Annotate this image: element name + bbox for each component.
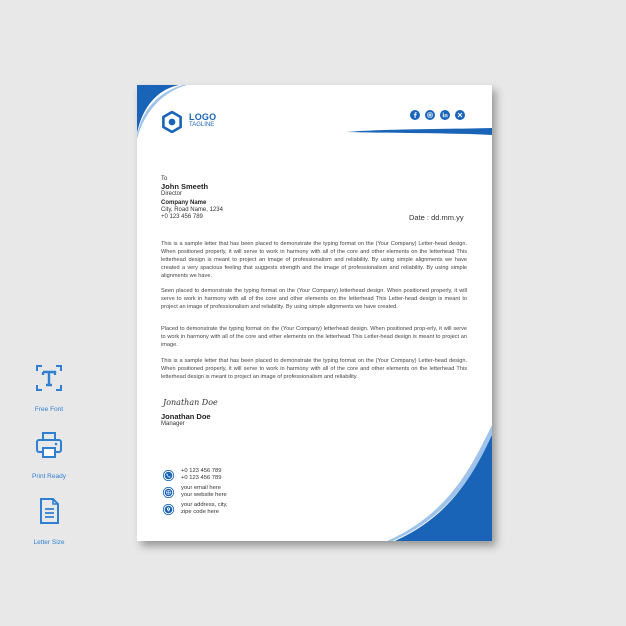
phone-icon	[163, 470, 174, 481]
contact-address: your address, city,	[181, 502, 228, 508]
location-pin-icon	[163, 504, 174, 515]
instagram-icon[interactable]	[425, 110, 435, 120]
feature-free-font	[20, 363, 78, 413]
facebook-icon[interactable]	[410, 110, 420, 120]
feature-label: Letter Size	[33, 539, 65, 546]
signatory-title: Manager	[161, 421, 185, 427]
contact-email[interactable]: your email here	[181, 485, 221, 491]
body-paragraph: Seen placed to demonstrate the typing format on the (Your Company) letterhead design. When positioned properly, it will serve to work in harmony with all of the core and other elements on the letterhead This Letter-head design is meant to project an image of professionalism and reliability. By using simple alignments we have created.	[161, 288, 467, 311]
recipient-phone: +0 123 456 789	[161, 214, 203, 220]
document-icon	[34, 496, 64, 526]
body-paragraph: Placed to demonstrate the typing format on the (Your Company) letterhead design. When positioned prop-erly, it will serve to work in harmony with all of the core and ether elements on the letterhead This Letter-head design is meant to project an image.	[161, 326, 467, 349]
signatory-name: Jonathan Doe	[161, 412, 211, 421]
letter-date: Date : dd.mm.yy	[409, 213, 464, 222]
feature-letter-size	[20, 496, 78, 546]
feature-label: Free Font	[34, 406, 64, 413]
recipient-address: City, Road Name, 1234	[161, 207, 223, 213]
logo-tagline: TAGLINE	[189, 122, 215, 128]
recipient-to: To	[161, 176, 168, 182]
signature-script: Jonathan Doe	[163, 398, 218, 407]
body-paragraph: This is a sample letter that has been placed to demonstrate the typing format on the (Your Company) Letter-head design. When positioned properly, it will serve to work in harmony with all of the core and other elements on the letterhead This letterhead design is meant to project an image of professionalism and reliability.	[161, 358, 467, 381]
twitter-icon[interactable]	[455, 110, 465, 120]
recipient-title: Director	[161, 191, 183, 197]
letterhead-page	[137, 85, 492, 541]
contact-phone: +0 123 456 789	[181, 475, 222, 481]
linkedin-icon[interactable]	[440, 110, 450, 120]
contact-website[interactable]: your website here	[181, 492, 227, 498]
logo-mark-icon	[161, 111, 183, 133]
recipient-name: John Smeeth	[161, 182, 209, 191]
feature-label: Print Ready	[32, 473, 66, 480]
text-font-icon	[34, 363, 64, 393]
contact-zip: zipe code here	[181, 509, 220, 515]
contact-phone: +0 123 456 789	[181, 468, 222, 474]
recipient-company: Company Name	[161, 200, 207, 206]
printer-icon	[34, 430, 64, 460]
globe-icon	[163, 487, 174, 498]
feature-print-ready	[20, 430, 78, 480]
logo-text: LOGO	[189, 112, 217, 122]
body-paragraph: This is a sample letter that has been placed to demonstrate the typing format on the (Your Company) Letter-head design. When positioned properly, it will serve to work in harmony with all of the core and other elements on the letterhead This letterhead design is meant to project an image of professionalism and reliability. By using simple alignments we have created a very spacious feeling that suggests strength and the image of professionalism and reliability. By using simple alignments we have.	[161, 241, 467, 280]
